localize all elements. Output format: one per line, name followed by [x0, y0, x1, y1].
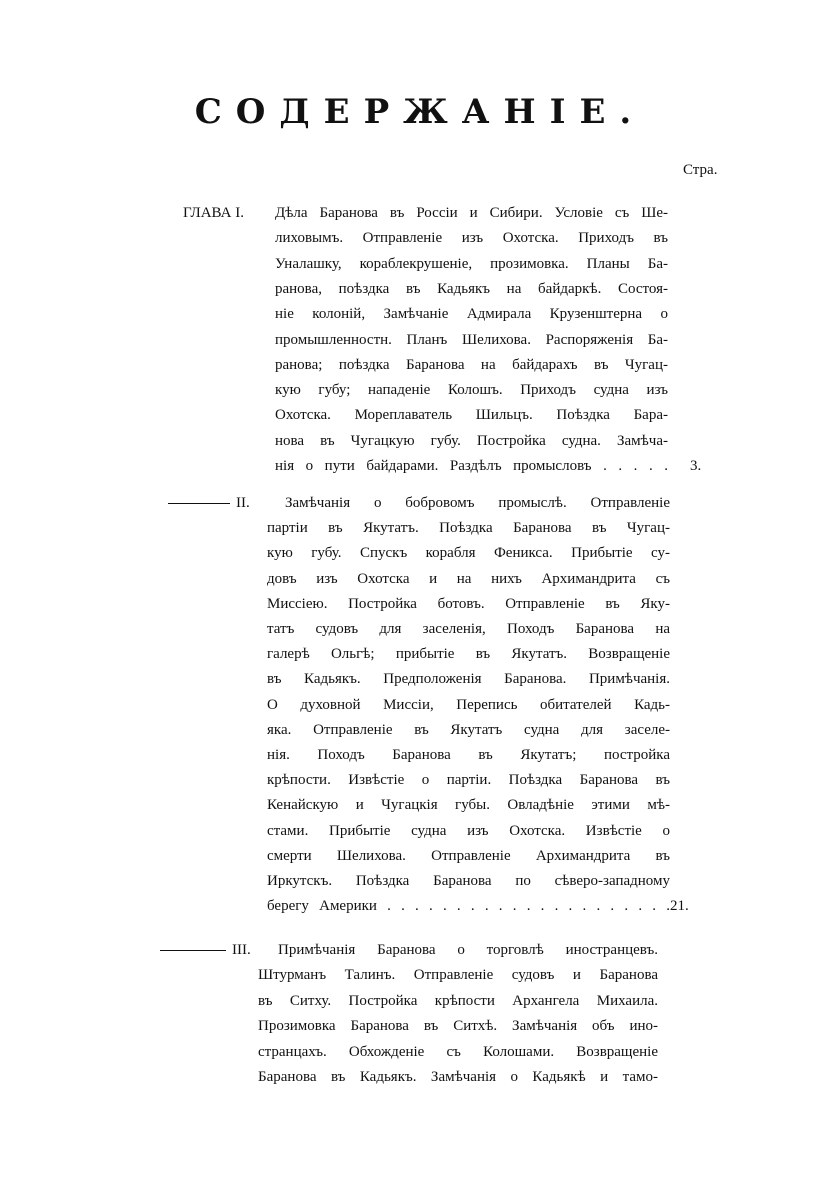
page-number: 3. [690, 458, 702, 474]
chapter-summary-line: довъ изъ Охотска и на нихъ Архимандрита съ [267, 570, 670, 587]
chapter-summary-line: промышленностн. Планъ Шелихова. Распоряженія Ба- [275, 331, 668, 348]
chapter-summary-line: Кенайскую и Чугацкія губы. Овладѣніе этими мѣ- [267, 797, 670, 814]
chapter-summary-line: ранова, поѣздка въ Кадьякъ на байдаркѣ. Состоя- [275, 280, 668, 297]
chapter-summary-line: Примѣчанія Баранова о торговлѣ иностранцевъ. [278, 942, 658, 958]
chapter-summary-line: въ Ситху. Постройка крѣпости Архангела Михаила. [258, 992, 658, 1009]
chapter-summary-line: кую губу. Спускъ корабля Феникса. Прибытіе су- [267, 545, 670, 562]
chapter-label [160, 942, 251, 959]
chapter-summary-line: смерти Шелихова. Отправленіе Архимандрита въ [267, 847, 670, 864]
chapter-summary-line: Иркутскъ. Поѣздка Баранова по сѣверо-западному [267, 873, 670, 889]
page-number: 21. [670, 898, 689, 915]
dash-leader [168, 503, 230, 504]
chapter-summary-line: странцахъ. Обхожденіе съ Колошами. Возвращеніе [258, 1043, 658, 1060]
chapter-summary-line: Дѣла Баранова въ Россіи и Сибири. Условіе съ Ше- [275, 205, 668, 221]
chapter-summary-line: стами. Прибытіе судна изъ Охотска. Извѣстіе о [267, 822, 670, 839]
chapter-summary-line: ранова; поѣздка Баранова на байдарахъ въ Чугац- [275, 356, 668, 373]
chapter-summary-line: Замѣчанія о бобровомъ промыслѣ. Отправленіе [285, 495, 670, 511]
chapter-label [183, 205, 244, 222]
chapter-summary-line: крѣпости. Извѣстіе о партіи. Поѣздка Баранова въ [267, 772, 670, 789]
chapter-summary-line: въ Кадьякъ. Предположенія Баранова. Примѣчанія. [267, 671, 670, 688]
chapter-number: II. [236, 495, 250, 511]
chapter-summary-line: лиховымъ. Отправленіе изъ Охотска. Приходъ въ [275, 230, 668, 247]
chapter-summary-line: нова въ Чугацкую губу. Постройка судна. Замѣча- [275, 432, 668, 449]
chapter-summary-line: Штурманъ Талинъ. Отправленіе судовъ и Баранова [258, 967, 658, 984]
dash-leader [160, 950, 226, 951]
chapter-summary-line: кую губу; нападеніе Колошъ. Приходъ судна изъ [275, 382, 668, 399]
chapter-summary-line: О духовной Миссіи, Перепись обитателей Кадь- [267, 696, 670, 713]
chapter-summary-line: Уналашку, кораблекрушеніе, прозимовка. Планы Ба- [275, 255, 668, 272]
page-number-column-label: Стра. [683, 162, 718, 178]
chapter-label [168, 495, 250, 512]
chapter-summary-line: Охотска. Мореплаватель Шильцъ. Поѣздка Бара- [275, 407, 668, 424]
chapter-summary-line: партіи въ Якутатъ. Поѣздка Баранова въ Чугац- [267, 520, 670, 537]
chapter-summary-line: татъ судовъ для заселенія, Походъ Баранова на [267, 621, 670, 637]
chapter-summary-line: Прозимовка Баранова въ Ситхѣ. Замѣчанія объ ино- [258, 1018, 658, 1035]
chapter-number: ГЛАВА I. [183, 205, 244, 221]
chapter-summary-line: Миссіею. Постройка ботовъ. Отправленіе въ Яку- [267, 595, 670, 612]
chapter-summary-line: нія о пути байдарами. Раздѣлъ промысловъ . . . . . [275, 458, 668, 474]
chapter-summary-line: яка. Отправленіе въ Якутатъ судна для заселе- [267, 721, 670, 738]
chapter-summary-line: галерѣ Ольгѣ; прибытіе въ Якутатъ. Возвращеніе [267, 646, 670, 663]
chapter-summary-line: ніе колоній, Замѣчаніе Адмирала Крузенштерна о [275, 306, 668, 323]
page-title: СОДЕРЖАНІЕ. [194, 92, 646, 132]
chapter-summary-line: берегу Америки . . . . . . . . . . . . . . . . . . . . . [267, 898, 670, 915]
chapter-summary-line: нія. Походъ Баранова въ Якутатъ; постройка [267, 747, 670, 763]
chapter-summary-line: Баранова въ Кадьякъ. Замѣчанія о Кадьякѣ и тамо- [258, 1069, 658, 1085]
chapter-number: III. [232, 942, 251, 958]
